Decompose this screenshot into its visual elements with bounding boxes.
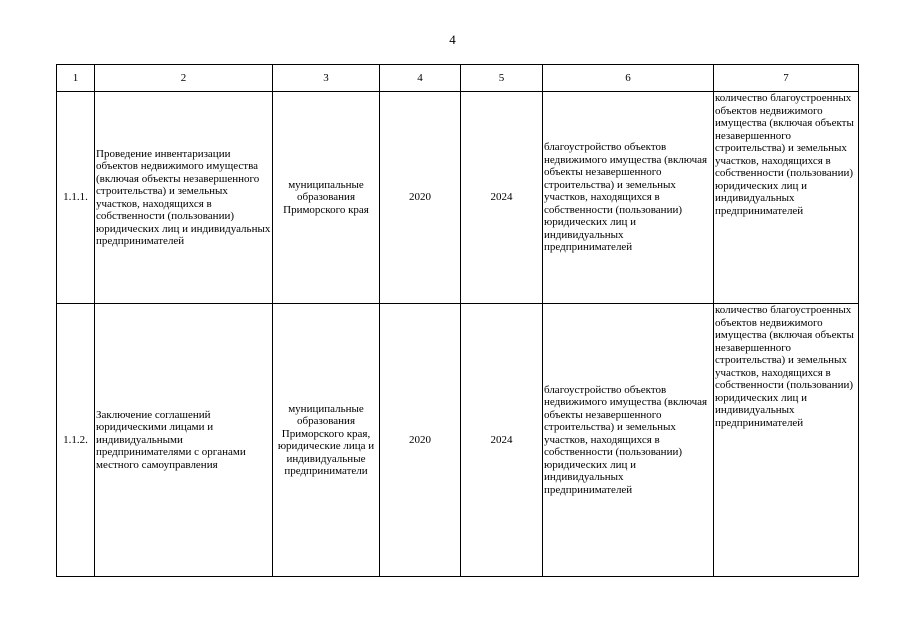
- result-cell: благоустройство объектов недвижимого имущества (включая объекты незавершенного строительства) и земельных участков, находящихся в собственности (пользовании) юридических лиц и индивидуальных предпринимателей: [543, 92, 714, 304]
- executor-cell: муниципальные образования Приморского края: [273, 92, 380, 304]
- measures-table: [56, 64, 859, 577]
- column-header: 2: [95, 65, 273, 92]
- column-header: 6: [543, 65, 714, 92]
- column-header: 7: [714, 65, 859, 92]
- action-cell: Проведение инвентаризации объектов недвижимого имущества (включая объекты незавершенного строительства) и земельных участков, находящихся в собственности (пользовании) юридических лиц и индивидуальных предпринимателей: [95, 92, 273, 304]
- column-header: 1: [57, 65, 95, 92]
- start-year-cell: 2020: [380, 304, 461, 577]
- executor-cell: муниципальные образования Приморского края, юридические лица и индивидуальные предприниматели: [273, 304, 380, 577]
- page-number: 4: [449, 32, 456, 47]
- indicator-cell: количество благоустроенных объектов недвижимого имущества (включая объекты незавершенного строительства) и земельных участков, находящихся в собственности (пользовании) юридических лиц и индивидуальных предпринимателей: [714, 304, 859, 577]
- row-number: 1.1.1.: [57, 92, 95, 304]
- table-row: [57, 304, 859, 577]
- result-cell: благоустройство объектов недвижимого имущества (включая объекты незавершенного строительства) и земельных участков, находящихся в собственности (пользовании) юридических лиц и индивидуальных предпринимателей: [543, 304, 714, 577]
- row-number: 1.1.2.: [57, 304, 95, 577]
- table-header-row: [57, 65, 859, 92]
- column-header: 3: [273, 65, 380, 92]
- table-row: [57, 92, 859, 304]
- end-year-cell: 2024: [461, 92, 543, 304]
- column-header: 5: [461, 65, 543, 92]
- indicator-cell: количество благоустроенных объектов недвижимого имущества (включая объекты незавершенного строительства) и земельных участков, находящихся в собственности (пользовании) юридических лиц и индивидуальных предпринимателей: [714, 92, 859, 304]
- end-year-cell: 2024: [461, 304, 543, 577]
- start-year-cell: 2020: [380, 92, 461, 304]
- action-cell: Заключение соглашений юридическими лицами и индивидуальными предпринимателями с органами местного самоуправления: [95, 304, 273, 577]
- column-header: 4: [380, 65, 461, 92]
